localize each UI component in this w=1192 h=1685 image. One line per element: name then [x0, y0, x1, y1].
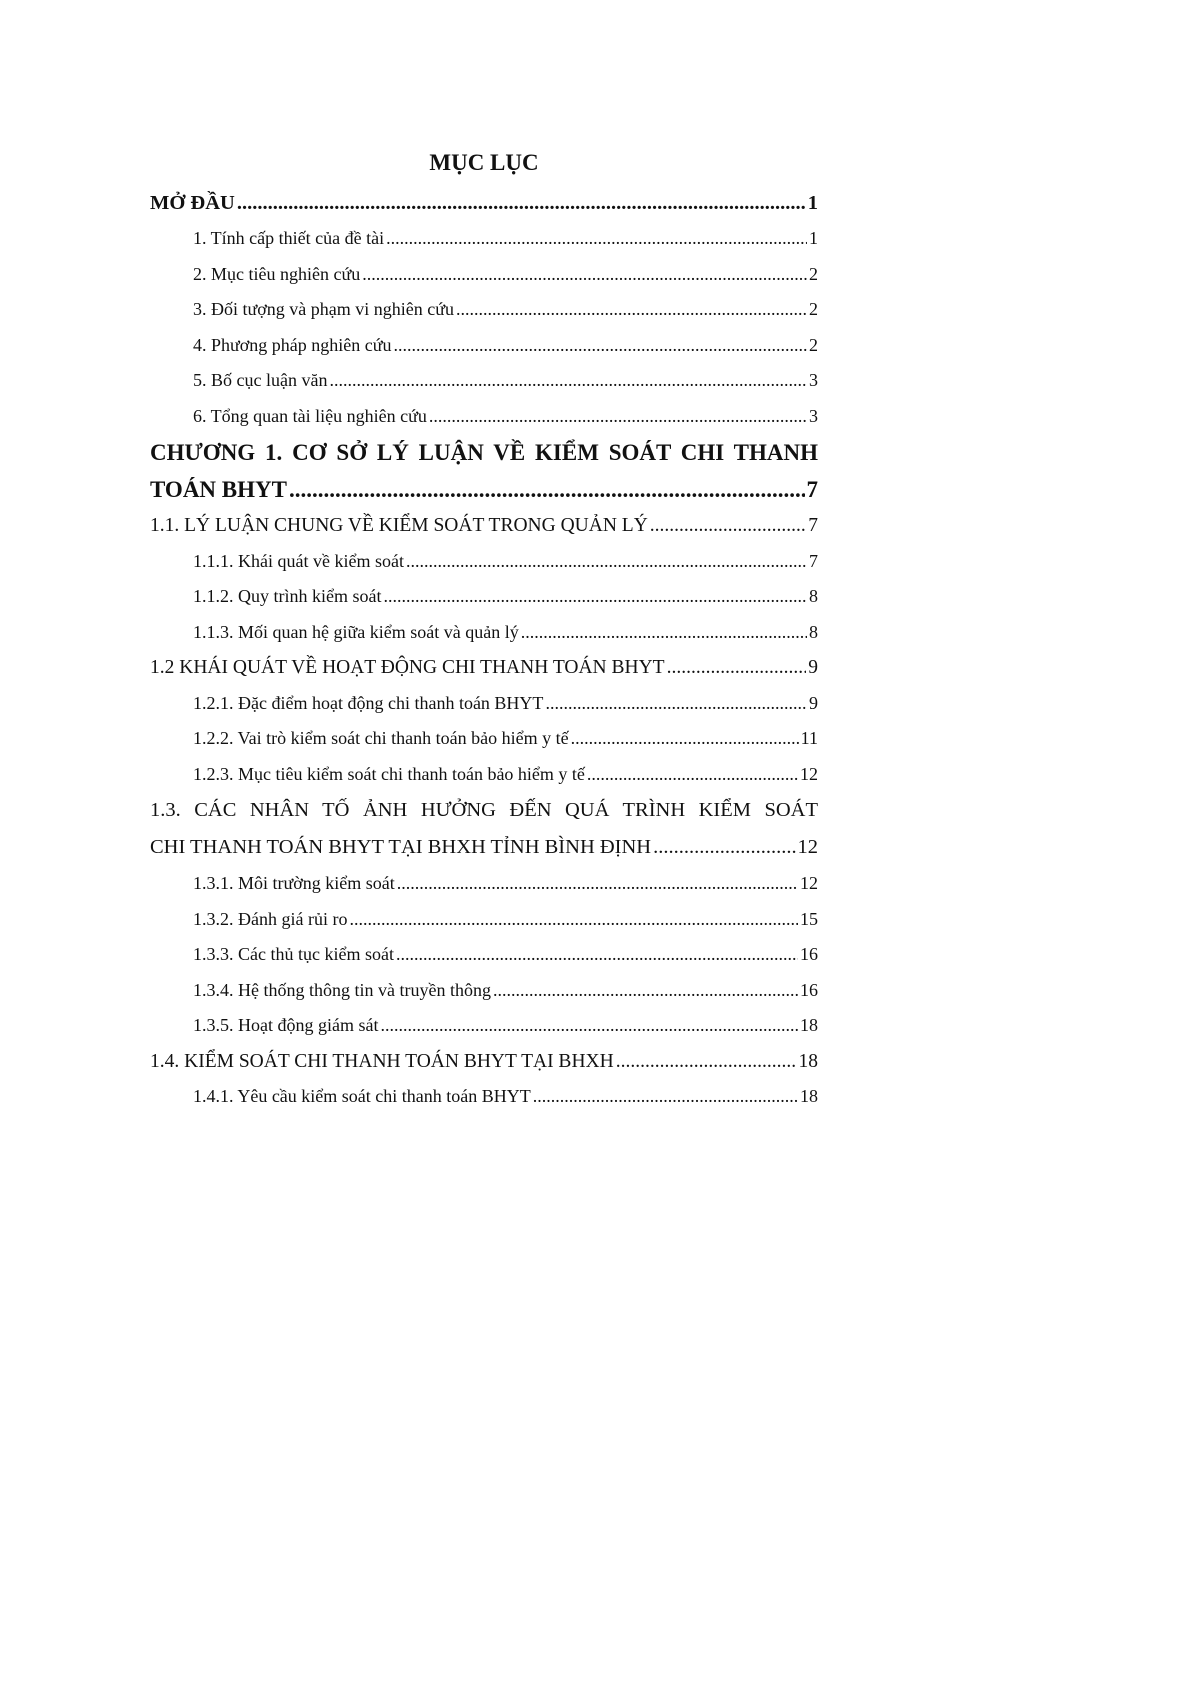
dot-leader [396, 937, 798, 973]
dot-leader [587, 757, 798, 793]
toc-entry-page: 12 [800, 763, 818, 784]
toc-entry-label: 1.2.2. Vai trò kiểm soát chi thanh toán bảo hiểm y tế [193, 728, 569, 748]
dot-leader [616, 1044, 797, 1080]
toc-subsection-1-4-1[interactable] [150, 1079, 818, 1115]
toc-entry-page: 7 [808, 515, 818, 536]
toc-entry-label: 1.4. KIỂM SOÁT CHI THANH TOÁN BHYT TẠI BHXH [150, 1050, 614, 1072]
toc-entry-label: 1.3.3. Các thủ tục kiểm soát [193, 944, 394, 964]
toc-entry-page: 12 [797, 836, 818, 858]
toc-entry-page: 9 [808, 657, 818, 678]
toc-entry-page: 3 [809, 405, 818, 426]
dot-leader [429, 399, 807, 435]
toc-entry-label: 1.1.3. Mối quan hệ giữa kiểm soát và quản lý [193, 621, 519, 642]
toc-entry-label: 1.1.1. Khái quát về kiểm soát [193, 550, 404, 571]
toc-entry-page: 1 [807, 192, 818, 214]
dot-leader [653, 829, 795, 866]
dot-leader [329, 363, 807, 399]
dot-leader [380, 1008, 798, 1044]
toc-entry-label: 1.3.2. Đánh giá rủi ro [193, 908, 348, 929]
toc-entry-label: 6. Tổng quan tài liệu nghiên cứu [193, 405, 427, 426]
toc-entry-page: 7 [809, 550, 818, 571]
toc-entry-label: 1. Tính cấp thiết của đề tài [193, 228, 385, 248]
toc-subsection-1-3-5[interactable] [150, 1008, 818, 1044]
toc-section-1-3-line-1[interactable]: 1.3. CÁC NHÂN TỐ ẢNH HƯỞNG ĐẾN QUÁ TRÌNH KIỂM SOÁT [150, 799, 818, 821]
toc-subsection-1-2-2[interactable] [150, 721, 818, 757]
dot-leader [545, 686, 807, 722]
toc-entry-label: MỞ ĐẦU [150, 192, 235, 214]
toc-entry-page: 2 [809, 299, 818, 319]
toc-entry-label: 1.2.3. Mục tiêu kiểm soát chi thanh toán bảo hiểm y tế [193, 763, 585, 784]
toc-entry-label: 1.4.1. Yêu cầu kiểm soát chi thanh toán BHYT [193, 1086, 531, 1106]
dot-leader [493, 973, 798, 1009]
toc-subsection-1-3-4[interactable] [150, 973, 818, 1009]
toc-section-1-4[interactable] [150, 1044, 818, 1080]
dot-leader [650, 508, 806, 544]
toc-entry-intro-2[interactable] [150, 257, 818, 293]
toc-entry-label: 1.3.5. Hoạt động giám sát [193, 1015, 379, 1035]
toc-entry-intro[interactable] [150, 186, 818, 221]
toc-entry-page: 16 [800, 944, 818, 964]
toc-subsection-1-3-3[interactable] [150, 937, 818, 973]
toc-entry-label: 1.1. LÝ LUẬN CHUNG VỀ KIỂM SOÁT TRONG QUẢN LÝ [150, 515, 648, 536]
table-of-contents [150, 140, 818, 1115]
dot-leader [397, 866, 798, 902]
toc-chapter-1-line-1[interactable]: CHƯƠNG 1. CƠ SỞ LÝ LUẬN VỀ KIỂM SOÁT CHI THANH [150, 440, 818, 465]
toc-entry-page: 3 [809, 370, 818, 390]
dot-leader [383, 579, 807, 615]
toc-entry-page: 11 [800, 728, 818, 748]
dot-leader [667, 650, 807, 686]
toc-entry-page: 9 [809, 692, 818, 713]
toc-entry-page: 8 [809, 586, 818, 606]
toc-entry-page: 15 [800, 908, 818, 929]
dot-leader [362, 257, 807, 293]
toc-entry-label: 2. Mục tiêu nghiên cứu [193, 263, 361, 284]
dot-leader [349, 902, 798, 938]
toc-subsection-1-2-3[interactable] [150, 757, 818, 793]
toc-entry-page: 1 [809, 228, 818, 248]
toc-entry-label: 1.2 KHÁI QUÁT VỀ HOẠT ĐỘNG CHI THANH TOÁN BHYT [150, 657, 665, 678]
dot-leader [394, 328, 807, 364]
toc-entry-page: 7 [806, 477, 818, 502]
dot-leader [521, 615, 807, 651]
toc-entry-page: 2 [809, 334, 818, 355]
dot-leader [289, 471, 805, 508]
toc-section-1-1[interactable] [150, 508, 818, 544]
toc-entry-label: 1.1.2. Quy trình kiểm soát [193, 586, 382, 606]
toc-subsection-1-1-3[interactable] [150, 615, 818, 651]
toc-entry-label: CHI THANH TOÁN BHYT TẠI BHXH TỈNH BÌNH ĐỊNH [150, 836, 652, 858]
toc-entry-page: 8 [809, 621, 818, 642]
toc-entry-page: 12 [800, 873, 818, 893]
toc-subsection-1-3-1[interactable] [150, 866, 818, 902]
toc-title: MỤC LỤC [429, 150, 539, 175]
toc-section-1-2[interactable] [150, 650, 818, 686]
toc-entry-intro-3[interactable] [150, 292, 818, 328]
toc-entry-page: 18 [800, 1086, 818, 1106]
dot-leader [237, 186, 806, 221]
toc-entry-label: TOÁN BHYT [150, 477, 287, 502]
toc-entry-intro-4[interactable] [150, 328, 818, 364]
toc-chapter-1[interactable] [150, 471, 818, 508]
toc-section-1-3[interactable] [150, 829, 818, 866]
dot-leader [386, 221, 807, 257]
toc-entry-page: 18 [798, 1050, 818, 1072]
toc-entry-page: 18 [800, 1015, 818, 1035]
toc-entry-label: 5. Bố cục luận văn [193, 370, 328, 390]
toc-subsection-1-3-2[interactable] [150, 902, 818, 938]
toc-subsection-1-2-1[interactable] [150, 686, 818, 722]
toc-subsection-1-1-1[interactable] [150, 544, 818, 580]
toc-subsection-1-1-2[interactable] [150, 579, 818, 615]
toc-entry-label: 4. Phương pháp nghiên cứu [193, 334, 392, 355]
dot-leader [406, 544, 807, 580]
toc-entry-intro-1[interactable] [150, 221, 818, 257]
dot-leader [571, 721, 799, 757]
dot-leader [533, 1079, 798, 1115]
toc-entry-intro-6[interactable] [150, 399, 818, 435]
toc-entry-intro-5[interactable] [150, 363, 818, 399]
toc-entry-label: 1.3.1. Môi trường kiểm soát [193, 873, 395, 893]
toc-entry-label: 1.3.4. Hệ thống thông tin và truyền thông [193, 979, 491, 1000]
toc-entry-label: 1.2.1. Đặc điểm hoạt động chi thanh toán BHYT [193, 692, 544, 713]
toc-entry-page: 2 [809, 263, 818, 284]
dot-leader [456, 292, 807, 328]
toc-entry-page: 16 [800, 979, 818, 1000]
toc-entry-label: 3. Đối tượng và phạm vi nghiên cứu [193, 299, 454, 319]
